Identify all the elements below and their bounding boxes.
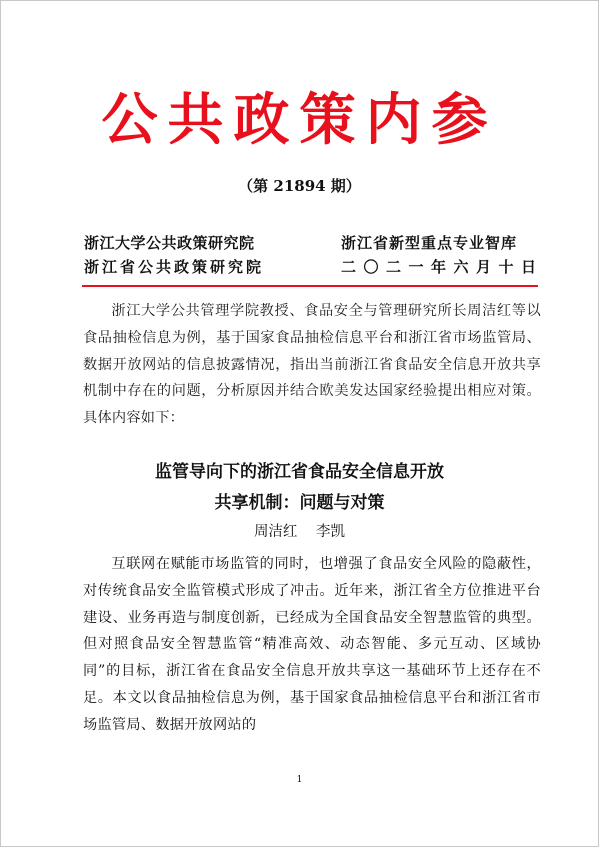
article-body-paragraph: 互联网在赋能市场监管的同时，也增强了食品安全风险的隐蔽性，对传统食品安全监管模式形成了冲击。近年来，浙江省全方位推进平台建设、业务再造与制度创新，已经成为全国食品安全智慧监管的典型。但对照食品安全智慧监管“精准高效、动态智能、多元互动、区域协同”的目标，浙江省在食品安全信息开放共享这一基础环节上还存在不足。本文以食品抽检信息为例，基于国家食品抽检信息平台和浙江省市场监管局、数据开放网站的 xyxy=(83,556,541,733)
think-tank-label: 浙江省新型重点专业智库 xyxy=(341,234,518,252)
article-title-line-2: 共享机制：问题与对策 xyxy=(214,493,385,513)
masthead-title: 公共政策内参 xyxy=(101,88,498,153)
intro-paragraph: 浙江大学公共管理学院教授、食品安全与管理研究所长周洁红等以食品抽检信息为例，基于国家食品抽检信息平台和浙江省市场监管局、数据开放网站的信息披露情况，指出当前浙江省食品安全信息开放共享机制中存在的问题，分析原因并结合欧美发达国家经验提出相应对策。具体内容如下： xyxy=(83,303,541,427)
article-title-line-1: 监管导向下的浙江省食品安全信息开放 xyxy=(155,462,444,482)
org-name-provincial: 浙江省公共政策研究院 xyxy=(84,258,265,276)
org-name-zju: 浙江大学公共政策研究院 xyxy=(84,234,255,252)
issue-number: （第 21894 期） xyxy=(238,177,361,195)
publish-date: 二〇二一年六月十日 xyxy=(341,258,544,276)
red-divider-rule xyxy=(82,285,538,287)
article-authors: 周洁红 李凯 xyxy=(253,524,346,540)
page-number: 1 xyxy=(296,775,303,785)
